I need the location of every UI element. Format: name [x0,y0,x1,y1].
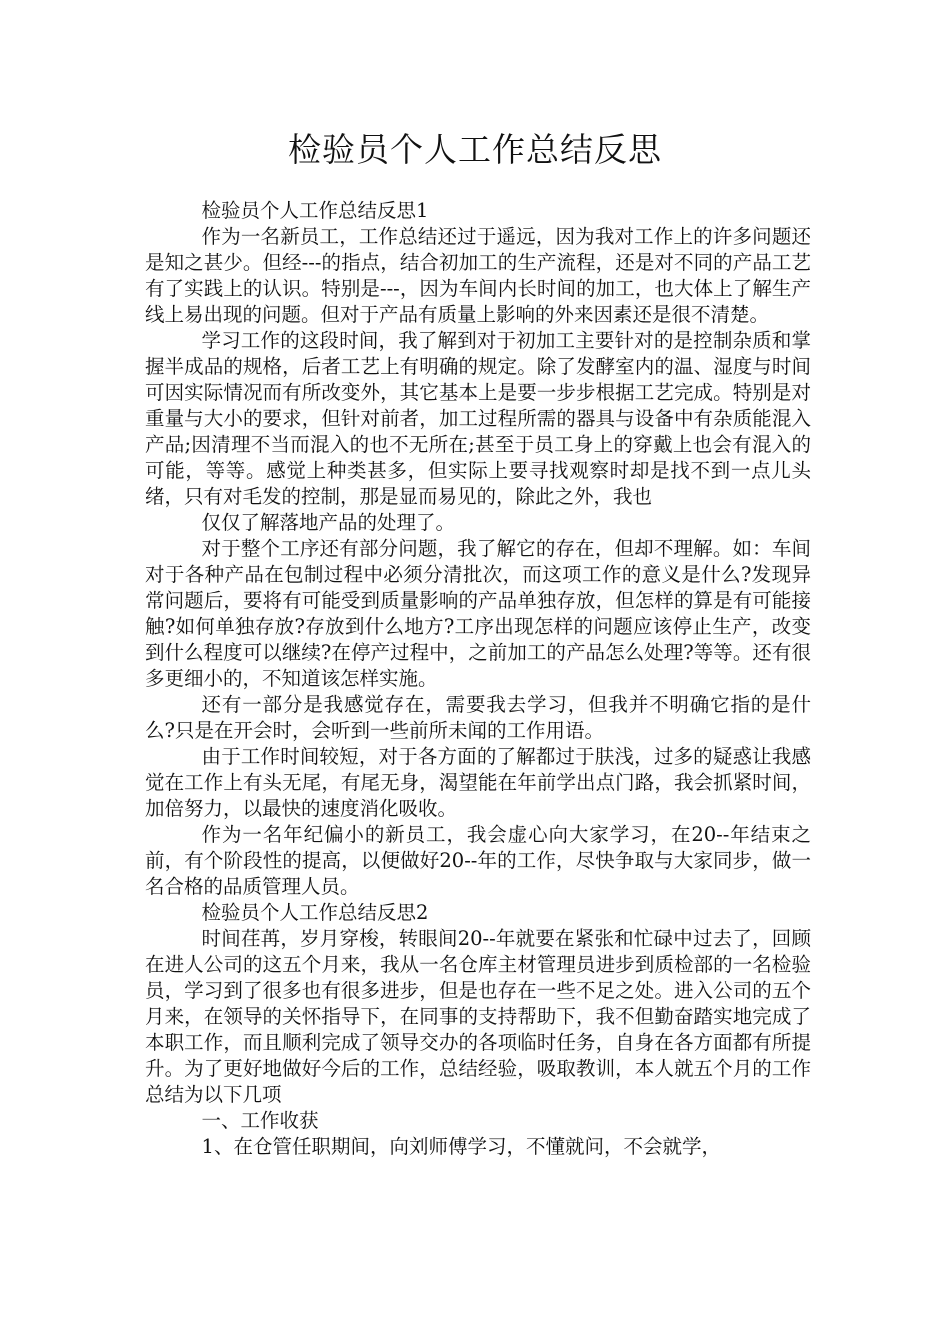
paragraph: 学习工作的这段时间，我了解到对于初加工主要针对的是控制杂质和掌握半成品的规格，后者工艺上有明确的规定。除了发酵室内的温、湿度与时间可因实际情况而有所改变外，其它基本上是要一步步根据工艺完成。特别是对重量与大小的要求，但针对前者，加工过程所需的器具与设备中有杂质能混入产品;因清理不当而混入的也不无所在;甚至于员工身上的穿戴上也会有混入的可能，等等。感觉上种类甚多，但实际上要寻找观察时却是找不到一点儿头绪，只有对毛发的控制，那是显而易见的，除此之外，我也 [145,329,811,508]
document-body [145,198,811,1160]
paragraph: 由于工作时间较短，对于各方面的了解都过于肤浅，过多的疑惑让我感觉在工作上有头无尾，有尾无身，渴望能在年前学出点门路，我会抓紧时间，加倍努力，以最快的速度消化吸收。 [145,745,811,820]
paragraph: 对于整个工序还有部分问题，我了解它的存在，但却不理解。如：车间对于各种产品在包制过程中必须分清批次，而这项工作的意义是什么?发现异常问题后，要将有可能受到质量影响的产品单独存放，但怎样的算是有可能接触?如何单独存放?存放到什么地方?工序出现怎样的问题应该停止生产，改变到什么程度可以继续?在停产过程中，之前加工的产品怎么处理?等等。还有很多更细小的，不知道该怎样实施。 [145,537,811,690]
section-heading-1: 检验员个人工作总结反思1 [201,199,429,222]
paragraph: 还有一部分是我感觉存在，需要我去学习，但我并不明确它指的是什么?只是在开会时，会听到一些前所未闻的工作用语。 [145,693,811,742]
paragraph: 时间荏苒，岁月穿梭，转眼间20--年就要在紧张和忙碌中过去了，回顾在进人公司的这五个月来，我从一名仓库主材管理员进步到质检部的一名检验员，学习到了很多也有很多进步，但是也存在一些不足之处。进入公司的五个月来，在领导的关怀指导下，在同事的支持帮助下，我不但勤奋踏实地完成了本职工作，而且顺利完成了领导交办的各项临时任务，自身在各方面都有所提升。为了更好地做好今后的工作，总结经验，吸取教训，本人就五个月的工作总结为以下几项 [145,927,811,1106]
paragraph: 作为一名新员工，工作总结还过于遥远，因为我对工作上的许多问题还是知之甚少。但经---的指点，结合初加工的生产流程，还是对不同的产品工艺有了实践上的认识。特别是---，因为车间内长时间的加工，也大体上了解生产线上易出现的问题。但对于产品有质量上影响的外来因素还是很不清楚。 [145,225,811,326]
paragraph: 作为一名年纪偏小的新员工，我会虚心向大家学习，在20--年结束之前，有个阶段性的提高，以便做好20--年的工作，尽快争取与大家同步，做一名合格的品质管理人员。 [145,823,811,898]
paragraph: 仅仅了解落地产品的处理了。 [201,511,456,534]
subsection-heading: 一、工作收获 [201,1109,319,1132]
document-title: 检验员个人工作总结反思 [288,130,662,169]
section-heading-2: 检验员个人工作总结反思2 [201,901,429,924]
paragraph: 1、在仓管任职期间，向刘师傅学习，不懂就问，不会就学， [201,1135,721,1158]
